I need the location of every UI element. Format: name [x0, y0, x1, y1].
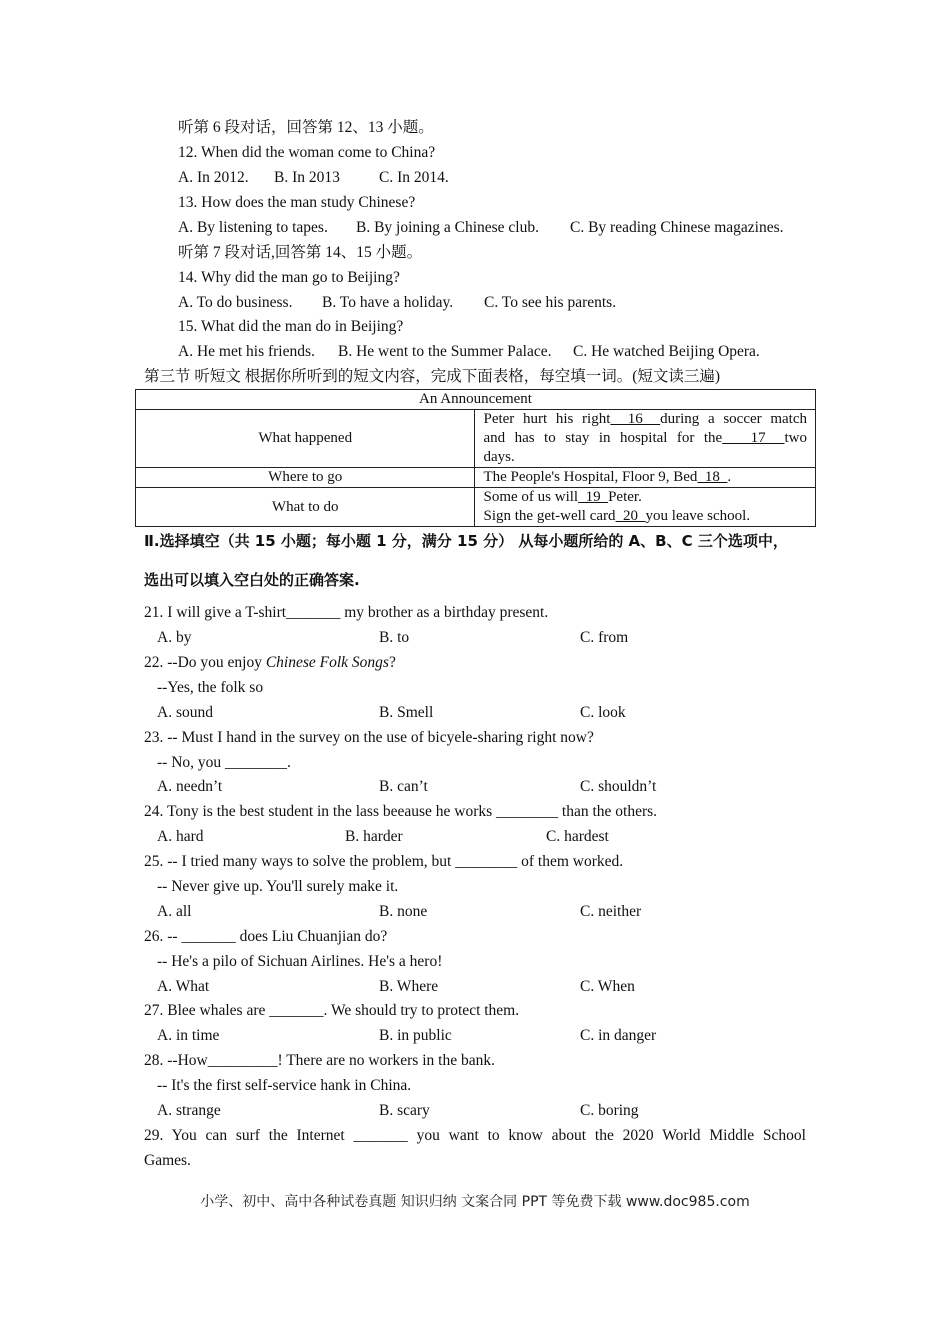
row-label-what-to-do: What to do	[136, 488, 475, 527]
question-22-reply: --Yes, the folk so	[157, 679, 264, 696]
q27-option-a: A. in time	[157, 1027, 220, 1044]
question-text: 22. --Do you enjoy	[144, 654, 266, 671]
detail-text: Peter.	[608, 489, 642, 505]
q21-option-a: A. by	[157, 629, 192, 646]
q28-option-c: C. boring	[580, 1102, 639, 1119]
q25-option-a: A. all	[157, 903, 192, 920]
question-text: ?	[388, 654, 396, 671]
question-21: 21. I will give a T-shirt_______ my brother as a birthday present.	[144, 604, 549, 621]
announcement-table	[135, 389, 816, 527]
detail-text: .	[727, 469, 732, 485]
song-title: Chinese Folk Songs	[265, 654, 389, 671]
q28-option-a: A. strange	[157, 1102, 221, 1119]
detail-line	[483, 429, 807, 448]
detail-line	[483, 410, 807, 429]
q21-option-b: B. to	[379, 629, 410, 646]
where-to-go-detail	[475, 468, 816, 488]
q26-option-b: B. Where	[379, 978, 439, 995]
q12-option-a: A. In 2012.	[178, 169, 249, 186]
q13-option-c: C. By reading Chinese magazines.	[570, 219, 784, 236]
detail-text: during a soccer match	[660, 411, 807, 427]
question-13: 13. How does the man study Chinese?	[178, 194, 416, 211]
q14-option-a: A. To do business.	[178, 294, 293, 311]
q13-option-b: B. By joining a Chinese club.	[356, 219, 539, 236]
what-happened-detail	[475, 410, 816, 468]
q28-option-b: B. scary	[379, 1102, 430, 1119]
question-26-reply: -- He's a pilo of Sichuan Airlines. He's a hero!	[157, 953, 443, 970]
question-25-reply: -- Never give up. You'll surely make it.	[157, 878, 399, 895]
table-title-row	[136, 390, 816, 410]
section-2-heading-line-1: Ⅱ.选择填空（共 15 小题；每小题 1 分，满分 15 分） 从每小题所给的 A、B、C 三个选项中，	[144, 532, 788, 550]
q15-option-c: C. He watched Beijing Opera.	[573, 343, 760, 360]
blank-18: 18	[697, 469, 728, 485]
q27-option-c: C. in danger	[580, 1027, 657, 1044]
question-26: 26. -- _______ does Liu Chuanjian do?	[144, 928, 388, 945]
q27-option-b: B. in public	[379, 1027, 452, 1044]
q14-option-c: C. To see his parents.	[484, 294, 617, 311]
detail-text: two	[784, 430, 807, 446]
q25-option-c: C. neither	[580, 903, 642, 920]
table-title: An Announcement	[136, 390, 816, 410]
q22-option-a: A. sound	[157, 704, 213, 721]
detail-text: Some of us will	[483, 489, 579, 505]
page-footer: 小学、初中、高中各种试卷真题 知识归纳 文案合同 PPT 等免费下载 www.doc985.com	[200, 1194, 750, 1210]
dialogue-6-heading: 听第 6 段对话，回答第 12、13 小题。	[178, 119, 434, 136]
detail-text: and has to stay in hospital for the	[483, 430, 723, 446]
detail-text: you leave school.	[645, 508, 751, 524]
table-row	[136, 488, 816, 527]
blank-19: 19	[578, 489, 609, 505]
q26-option-c: C. When	[580, 978, 635, 995]
question-28: 28. --How_________! There are no workers in the bank.	[144, 1052, 495, 1069]
q13-option-a: A. By listening to tapes.	[178, 219, 328, 236]
q25-option-b: B. none	[379, 903, 428, 920]
question-23-reply: -- No, you ________.	[157, 754, 291, 771]
dialogue-7-heading: 听第 7 段对话,回答第 14、15 小题。	[178, 244, 423, 261]
question-27: 27. Blee whales are _______. We should try to protect them.	[144, 1002, 520, 1019]
question-25: 25. -- I tried many ways to solve the problem, but ________ of them worked.	[144, 853, 624, 870]
q14-option-b: B. To have a holiday.	[322, 294, 454, 311]
question-15: 15. What did the man do in Beijing?	[178, 318, 404, 335]
q24-option-b: B. harder	[345, 828, 403, 845]
question-12: 12. When did the woman come to China?	[178, 144, 436, 161]
table-row	[136, 410, 816, 468]
q22-option-c: C. look	[580, 704, 626, 721]
question-29: 29. You can surf the Internet _______ you want to know about the 2020 World Middle School	[144, 1127, 806, 1144]
q12-option-c: C. In 2014.	[379, 169, 449, 186]
q21-option-c: C. from	[580, 629, 629, 646]
question-24: 24. Tony is the best student in the lass beeause he works ________ than the others.	[144, 803, 658, 820]
q23-option-a: A. needn’t	[157, 778, 223, 795]
question-23: 23. -- Must I hand in the survey on the use of bicyele-sharing right now?	[144, 729, 594, 746]
blank-17: 17	[722, 430, 785, 446]
q24-option-a: A. hard	[157, 828, 204, 845]
row-label-where-to-go: Where to go	[136, 468, 475, 488]
q24-option-c: C. hardest	[546, 828, 609, 845]
q23-option-c: C. shouldn’t	[580, 778, 657, 795]
q12-option-b: B. In 2013	[274, 169, 340, 186]
blank-20: 20	[615, 508, 646, 524]
section-3-heading: 第三节 听短文 根据你所听到的短文内容，完成下面表格，每空填一词。(短文读三遍)	[144, 368, 721, 385]
detail-text: The People's Hospital, Floor 9, Bed	[483, 469, 698, 485]
question-14: 14. Why did the man go to Beijing?	[178, 269, 400, 286]
detail-line: days.	[483, 449, 515, 465]
row-label-what-happened: What happened	[136, 410, 475, 468]
q15-option-a: A. He met his friends.	[178, 343, 315, 360]
detail-text: Peter hurt his right	[483, 411, 611, 427]
detail-line	[483, 488, 807, 507]
section-2-heading-line-2: 选出可以填入空白处的正确答案.	[144, 571, 360, 589]
q22-option-b: B. Smell	[379, 704, 434, 721]
q15-option-b: B. He went to the Summer Palace.	[338, 343, 552, 360]
question-28-reply: -- It's the first self-service hank in China.	[157, 1077, 412, 1094]
blank-16: 16	[610, 411, 661, 427]
detail-line	[483, 507, 807, 526]
question-22	[144, 653, 396, 673]
q23-option-b: B. can’t	[379, 778, 428, 795]
question-29-continued: Games.	[144, 1152, 191, 1169]
q26-option-a: A. What	[157, 978, 210, 995]
what-to-do-detail	[475, 488, 816, 527]
table-row	[136, 468, 816, 488]
detail-text: Sign the get-well card	[483, 508, 616, 524]
